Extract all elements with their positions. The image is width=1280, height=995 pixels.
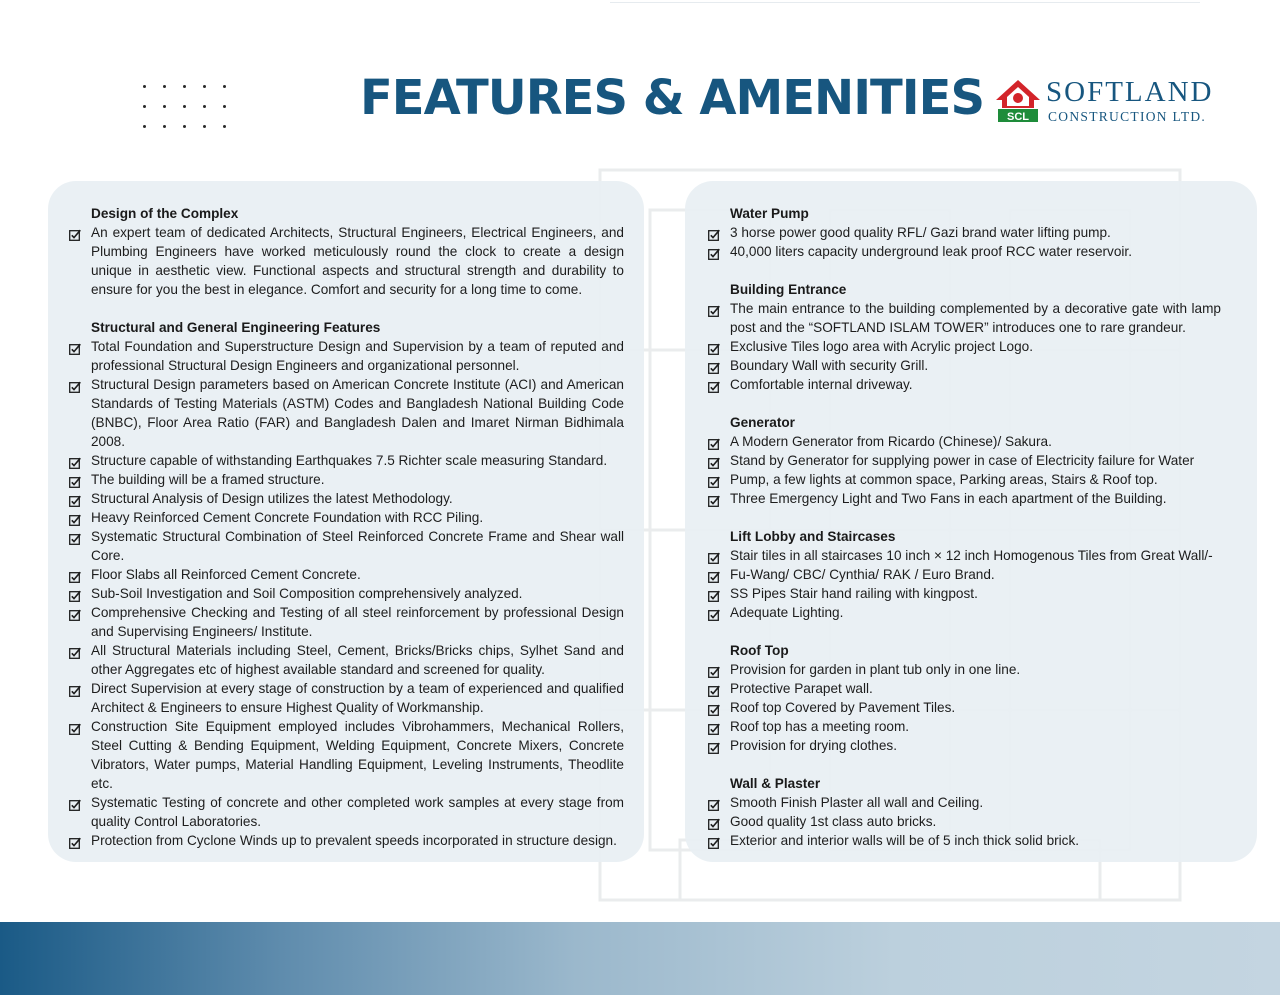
checkbox-icon <box>69 797 81 809</box>
feature-text: Systematic Structural Combination of Steel Reinforced Concrete Frame and Shear wall Core. <box>91 529 624 563</box>
checkbox-icon <box>708 702 720 714</box>
checkbox-icon <box>708 797 720 809</box>
feature-item <box>67 451 624 470</box>
feature-item <box>67 603 624 641</box>
feature-list <box>706 223 1221 261</box>
feature-item <box>67 831 624 850</box>
checkbox-icon <box>708 341 720 353</box>
feature-text: 3 horse power good quality RFL/ Gazi brand water lifting pump. <box>730 225 1111 240</box>
feature-item <box>706 299 1221 337</box>
logo-name: SOFTLAND <box>1046 76 1214 108</box>
feature-text: Exclusive Tiles logo area with Acrylic project Logo. <box>730 339 1033 354</box>
checkbox-icon <box>69 379 81 391</box>
feature-text: Heavy Reinforced Cement Concrete Foundation with RCC Piling. <box>91 510 484 525</box>
section-title: Building Entrance <box>730 282 847 297</box>
checkbox-icon <box>708 835 720 847</box>
feature-text: Provision for drying clothes. <box>730 738 897 753</box>
feature-item <box>706 470 1221 489</box>
feature-text: Structural Design parameters based on American Concrete Institute (ACI) and American Standards of Testing Materials (ASTM) Codes and Bangladesh National Building Code (BNBC), Floor Area Ratio (FAR) and Bangladesh Dalen and Imaret Nirman Bidhimala 2008. <box>91 377 624 449</box>
feature-text: Roof top Covered by Pavement Tiles. <box>730 700 956 715</box>
checkbox-icon <box>708 493 720 505</box>
section-title: Design of the Complex <box>91 206 239 221</box>
feature-item <box>67 375 624 451</box>
checkbox-icon <box>69 474 81 486</box>
checkbox-icon <box>69 227 81 239</box>
feature-item <box>706 831 1221 850</box>
feature-item <box>67 679 624 717</box>
feature-text: Protection from Cyclone Winds up to prevalent speeds incorporated in structure design. <box>91 833 617 848</box>
checkbox-icon <box>708 721 720 733</box>
feature-item <box>67 508 624 527</box>
feature-item <box>67 641 624 679</box>
feature-item <box>706 584 1221 603</box>
feature-item <box>67 584 624 603</box>
checkbox-icon <box>69 835 81 847</box>
section-title: Water Pump <box>730 206 809 221</box>
checkbox-icon <box>69 455 81 467</box>
section-title: Wall & Plaster <box>730 776 821 791</box>
feature-text: An expert team of dedicated Architects, Structural Engineers, Electrical Engineers, and Plumbing Engineers have worked meticulously round the clock to create a design unique in aesthetic view. Functional aspects and structural strength and durability to ensure for you the best in elegance. Comfort and security for a long time to come. <box>91 225 624 297</box>
feature-section <box>706 641 1221 755</box>
checkbox-icon <box>69 645 81 657</box>
checkbox-icon <box>69 607 81 619</box>
feature-list <box>67 223 624 299</box>
section-title: Structural and General Engineering Features <box>91 320 381 335</box>
logo-subtitle: CONSTRUCTION LTD. <box>1048 109 1207 124</box>
checkbox-icon <box>708 550 720 562</box>
house-logo-icon <box>994 78 1042 124</box>
feature-text: 40,000 liters capacity underground leak proof RCC water reservoir. <box>730 244 1132 259</box>
feature-text: Structural Analysis of Design utilizes the latest Methodology. <box>91 491 453 506</box>
feature-item <box>706 660 1221 679</box>
checkbox-icon <box>708 683 720 695</box>
checkbox-icon <box>708 246 720 258</box>
feature-item <box>706 375 1221 394</box>
checkbox-icon <box>708 607 720 619</box>
checkbox-icon <box>69 531 81 543</box>
section-title: Roof Top <box>730 643 789 658</box>
section-title: Generator <box>730 415 795 430</box>
feature-item <box>706 717 1221 736</box>
feature-text: Boundary Wall with security Grill. <box>730 358 929 373</box>
feature-item <box>706 736 1221 755</box>
feature-section <box>67 318 624 850</box>
checkbox-icon <box>69 569 81 581</box>
feature-text: Fu-Wang/ CBC/ Cynthia/ RAK / Euro Brand. <box>730 567 995 582</box>
feature-text: Systematic Testing of concrete and other completed work samples at every stage from quality Control Laboratories. <box>91 795 624 829</box>
page-title: FEATURES & AMENITIES <box>360 70 985 126</box>
feature-list <box>706 793 1221 850</box>
feature-text: Three Emergency Light and Two Fans in each apartment of the Building. <box>730 491 1167 506</box>
feature-item <box>67 470 624 489</box>
feature-item <box>67 337 624 375</box>
feature-text: Adequate Lighting. <box>730 605 844 620</box>
feature-section <box>706 280 1221 394</box>
checkbox-icon <box>708 569 720 581</box>
checkbox-icon <box>69 512 81 524</box>
logo-badge-text: SCL <box>1007 111 1029 123</box>
checkbox-icon <box>708 227 720 239</box>
checkbox-icon <box>708 360 720 372</box>
checkbox-icon <box>69 721 81 733</box>
feature-item <box>67 527 624 565</box>
feature-text: Construction Site Equipment employed includes Vibrohammers, Mechanical Rollers, Steel Cutting & Bending Equipment, Welding Equipment, Concrete Mixers, Concrete Vibrators, Water pumps, Material Handling Equipment, Leveling Instruments, Theodlite etc. <box>91 719 624 791</box>
feature-item <box>67 565 624 584</box>
feature-text: Good quality 1st class auto bricks. <box>730 814 937 829</box>
feature-text: All Structural Materials including Steel, Cement, Bricks/Bricks chips, Sylhet Sand and other Aggregates etc of highest available standard and screened for quality. <box>91 643 624 677</box>
checkbox-icon <box>69 683 81 695</box>
decorative-dots <box>140 82 240 132</box>
feature-item <box>67 489 624 508</box>
feature-item <box>706 451 1221 470</box>
feature-text: Smooth Finish Plaster all wall and Ceiling. <box>730 795 984 810</box>
feature-item <box>706 356 1221 375</box>
feature-text: Direct Supervision at every stage of construction by a team of experienced and qualified Architect & Engineers to ensure Highest Quality of Workmanship. <box>91 681 624 715</box>
feature-item <box>706 679 1221 698</box>
feature-item <box>706 489 1221 508</box>
feature-text: SS Pipes Stair hand railing with kingpost. <box>730 586 978 601</box>
top-divider <box>610 2 1200 3</box>
feature-item <box>67 717 624 793</box>
feature-text: Total Foundation and Superstructure Design and Supervision by a team of reputed and professional Structural Design Engineers and organizational personnel. <box>91 339 624 373</box>
feature-item <box>706 546 1221 565</box>
section-title: Lift Lobby and Staircases <box>730 529 896 544</box>
feature-item <box>706 565 1221 584</box>
feature-text: A Modern Generator from Ricardo (Chinese)/ Sakura. <box>730 434 1052 449</box>
softland-logo <box>994 76 1244 128</box>
feature-item <box>706 603 1221 622</box>
feature-text: Sub-Soil Investigation and Soil Composition comprehensively analyzed. <box>91 586 523 601</box>
feature-item <box>706 793 1221 812</box>
feature-text: Exterior and interior walls will be of 5 inch thick solid brick. <box>730 833 1080 848</box>
checkbox-icon <box>708 474 720 486</box>
feature-item <box>706 337 1221 356</box>
footer-gradient-bar <box>0 922 1280 995</box>
feature-text: Provision for garden in plant tub only in one line. <box>730 662 1021 677</box>
feature-list <box>706 299 1221 394</box>
checkbox-icon <box>708 455 720 467</box>
checkbox-icon <box>708 588 720 600</box>
feature-item <box>706 223 1221 242</box>
checkbox-icon <box>708 379 720 391</box>
right-features-panel <box>685 181 1257 862</box>
checkbox-icon <box>708 436 720 448</box>
feature-list <box>706 660 1221 755</box>
feature-item <box>67 793 624 831</box>
feature-section <box>67 204 624 299</box>
checkbox-icon <box>708 740 720 752</box>
checkbox-icon <box>708 303 720 315</box>
feature-text: Stair tiles in all staircases 10 inch × 12 inch Homogenous Tiles from Great Wall/- <box>730 548 1213 563</box>
left-features-panel <box>48 181 644 862</box>
feature-text: The building will be a framed structure. <box>91 472 325 487</box>
feature-text: Comfortable internal driveway. <box>730 377 913 392</box>
checkbox-icon <box>69 341 81 353</box>
feature-section <box>706 204 1221 261</box>
feature-text: Protective Parapet wall. <box>730 681 873 696</box>
checkbox-icon <box>69 493 81 505</box>
feature-item <box>706 698 1221 717</box>
checkbox-icon <box>708 816 720 828</box>
feature-text: Stand by Generator for supplying power in case of Electricity failure for Water <box>730 453 1195 468</box>
feature-text: Roof top has a meeting room. <box>730 719 910 734</box>
checkbox-icon <box>69 588 81 600</box>
feature-section <box>706 527 1221 622</box>
feature-section <box>706 774 1221 850</box>
feature-text: Comprehensive Checking and Testing of all steel reinforcement by professional Design and Supervising Engineers/ Institute. <box>91 605 624 639</box>
feature-section <box>706 413 1221 508</box>
feature-item <box>67 223 624 299</box>
checkbox-icon <box>708 664 720 676</box>
feature-text: Pump, a few lights at common space, Parking areas, Stairs & Roof top. <box>730 472 1158 487</box>
feature-list <box>67 337 624 850</box>
feature-item <box>706 432 1221 451</box>
feature-text: Structure capable of withstanding Earthquakes 7.5 Richter scale measuring Standard. <box>91 453 608 468</box>
feature-list <box>706 432 1221 508</box>
feature-item <box>706 812 1221 831</box>
feature-item <box>706 242 1221 261</box>
feature-list <box>706 546 1221 622</box>
feature-text: The main entrance to the building complemented by a decorative gate with lamp post and the “SOFTLAND ISLAM TOWER” introduces one to rare grandeur. <box>730 301 1221 335</box>
feature-text: Floor Slabs all Reinforced Cement Concrete. <box>91 567 361 582</box>
